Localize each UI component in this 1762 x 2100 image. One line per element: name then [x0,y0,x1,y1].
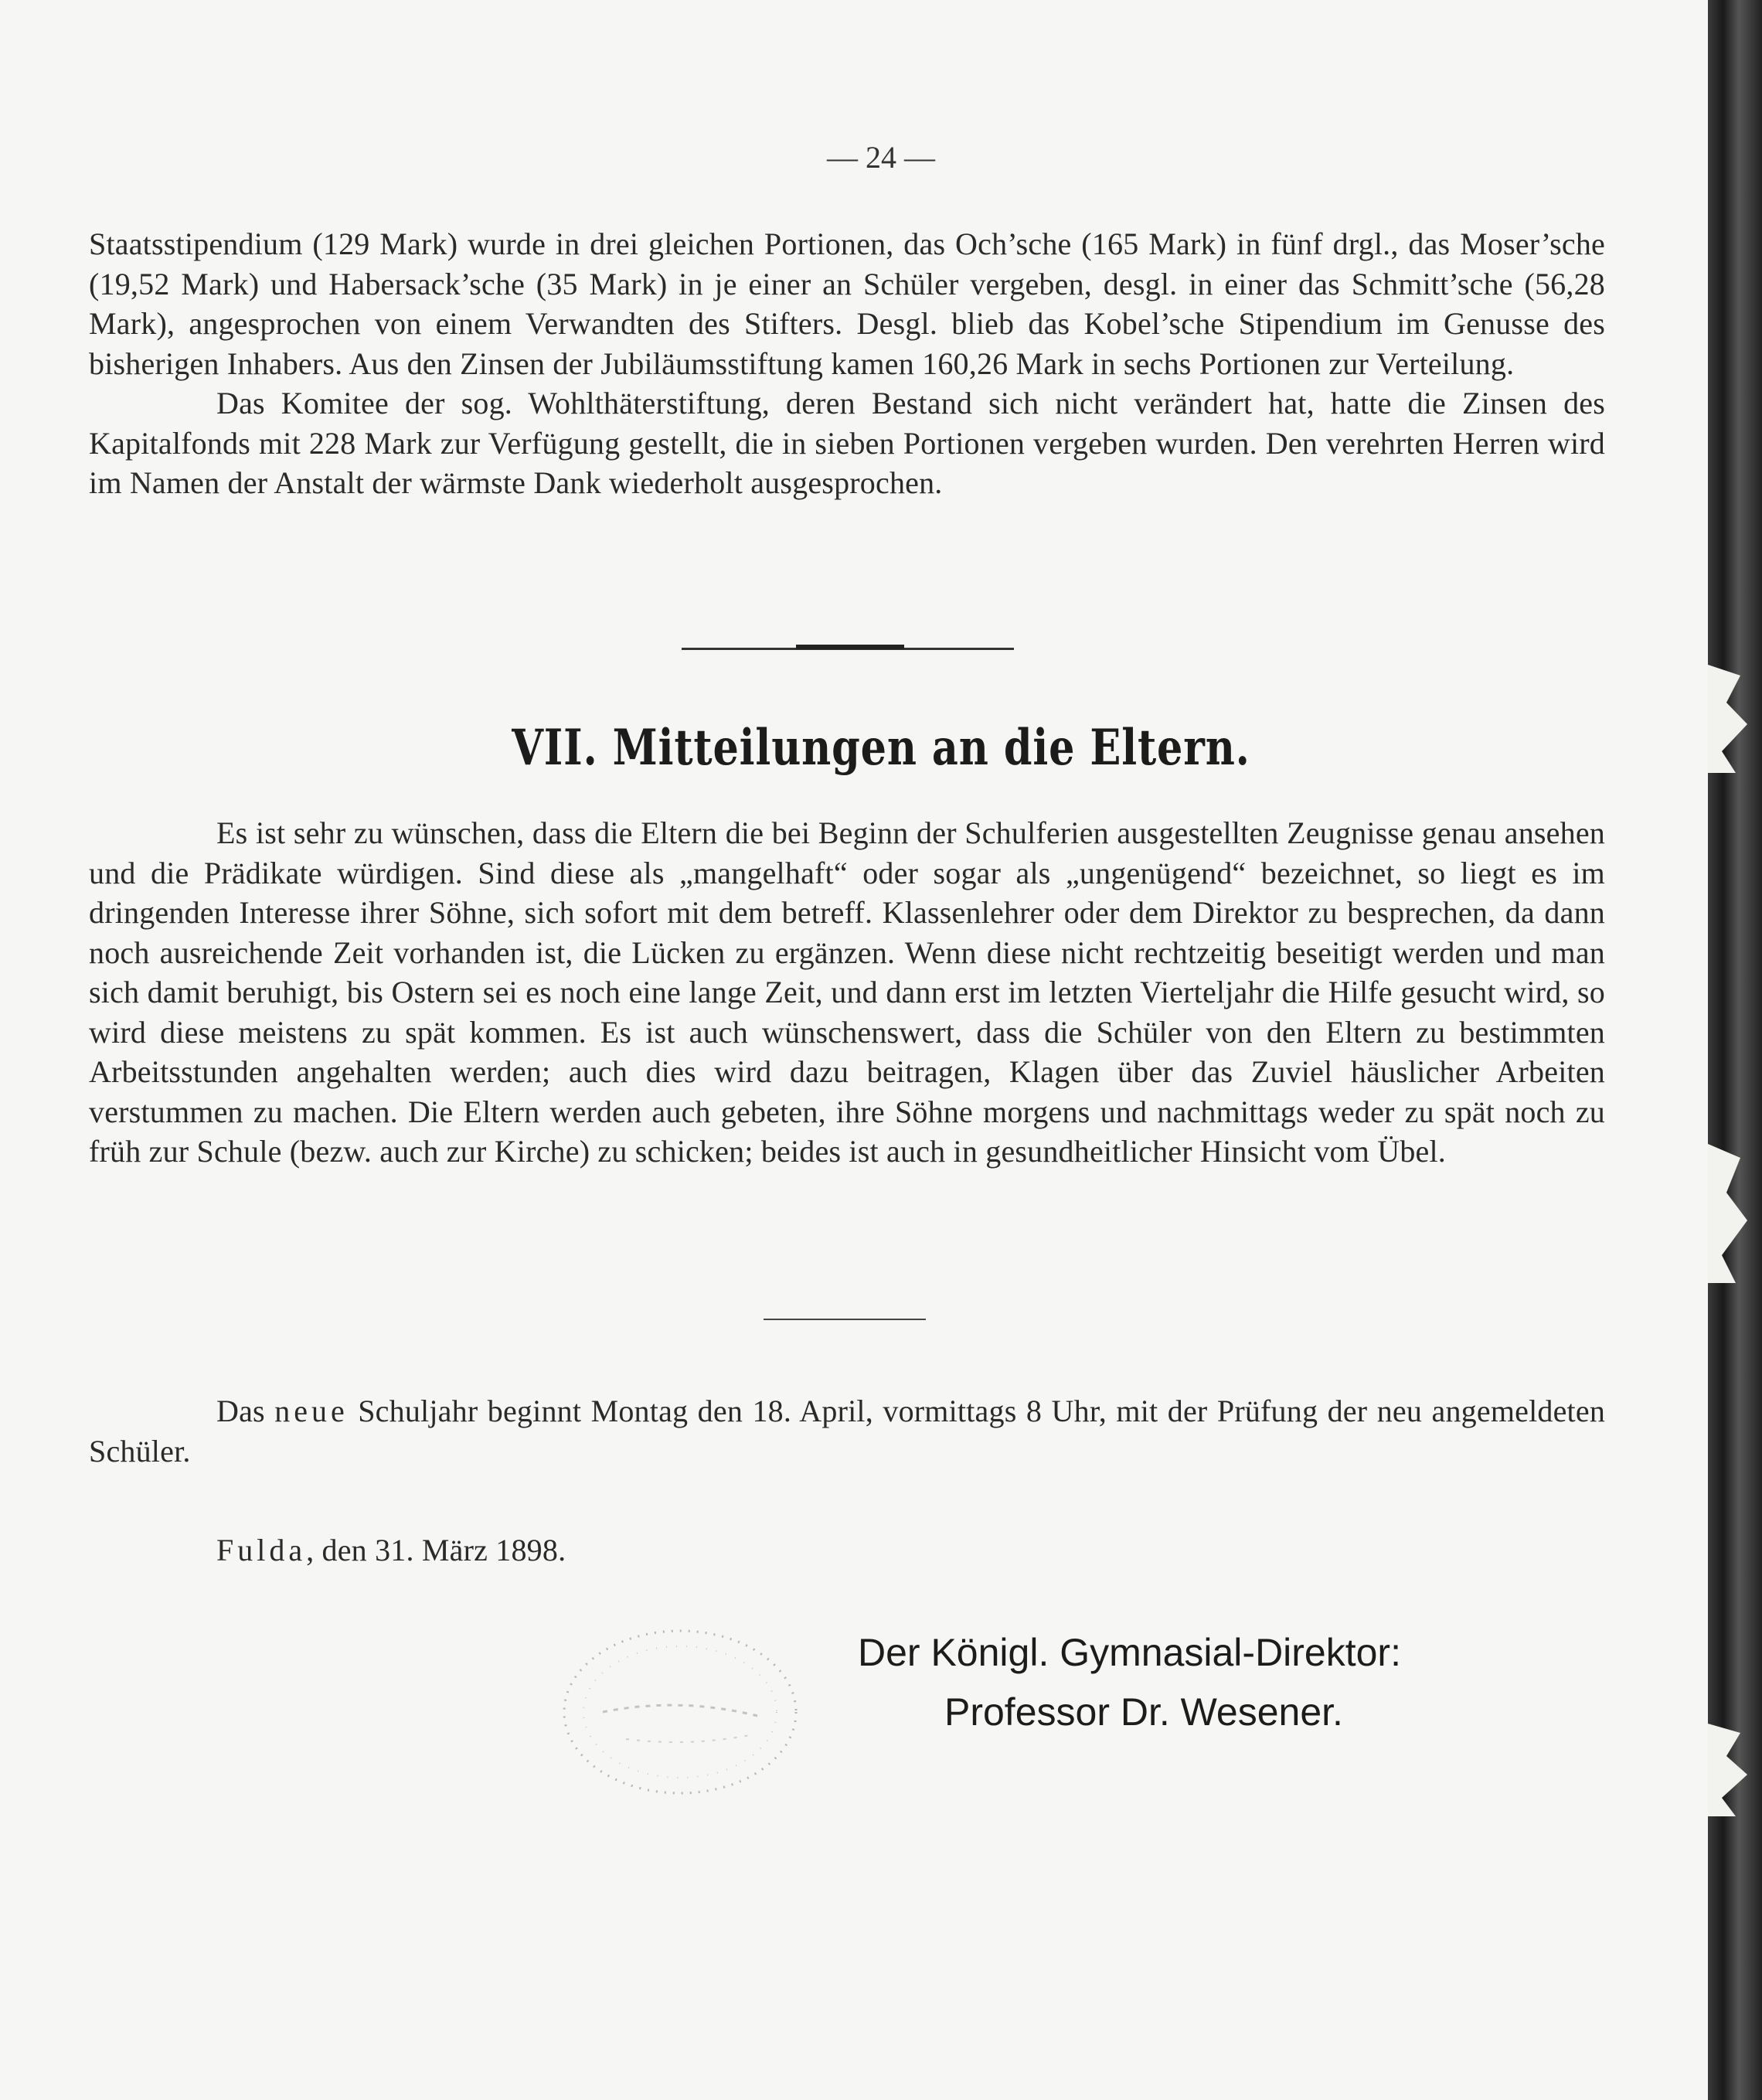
school-year-rest: Schuljahr beginnt Montag den 18. April, vormittags 8 Uhr, mit der Prüfung der neu angemeldeten Schüler. [89,1394,1606,1469]
paragraph-parents: Es ist sehr zu wünschen, dass die Eltern die bei Beginn der Schulferien ausgestellten Zeugnisse genau ansehen und die Prädikate würdigen. Sind diese als „mangelhaft“ oder sogar als „ungenügend“ bezeichnet, so liegt es im dringenden Interesse ihrer Söhne, sich sofort mit dem betreff. Klassenlehrer oder dem Direktor zu besprechen, da dann noch ausreichende Zeit vorhanden ist, die Lücken zu ergänzen. Wenn diese nicht rechtzeitig beseitigt werden und man sich damit beruhigt, bis Ostern sei es noch eine lange Zeit, und dann erst im letzten Vierteljahr die Hilfe gesucht wird, so wird diese meistens zu spät kommen. Es ist auch wünschenswert, dass die Schüler von den Eltern zu bestimmten Arbeitsstunden angehalten werden; auch dies wird dazu beitragen, Klagen über das Zuviel häuslicher Arbeiten verstummen zu machen. Die Eltern werden auch gebeten, ihre Söhne morgens und nachmittags weder zu spät noch zu früh zur Schule (bezw. auch zur Kirche) zu schicken; beides ist auch in gesundheitlicher Hinsicht vom Übel. [89,815,1605,1169]
faded-seal-stamp [526,1604,835,1820]
page-number: — 24 — [827,140,935,175]
dateline [89,1530,1605,1571]
paragraph-wohlthaeterstiftung: Das Komitee der sog. Wohlthäterstiftung, deren Bestand sich nicht verändert hat, hatte die Zinsen des Kapitalfonds mit 228 Mark zur Verfügung gestellt, die in sieben Portionen vergeben wurden. Den verehrten Herren wird im Namen der Anstalt der wärmste Dank wiederholt ausgesprochen. [89,386,1605,500]
dateline-rest: , den 31. März 1898. [306,1533,566,1567]
short-divider [764,1319,926,1320]
dateline-place: Fulda [216,1533,307,1567]
parents-notice [89,813,1605,1172]
paragraph-school-year [89,1391,1605,1471]
page-edge-shadow [1708,0,1762,2100]
page-tear [1708,1724,1754,1816]
signature-name: Professor Dr. Wesener. [944,1690,1343,1734]
school-year-emphasis: neue [274,1394,349,1428]
page-tear [1708,665,1754,773]
school-year-notice [89,1391,1605,1471]
section-divider-accent [796,645,904,649]
paragraph-stipends: Staatsstipendium (129 Mark) wurde in drei gleichen Portionen, das Och’sche (165 Mark) in fünf drgl., das Moser’sche (19,52 Mark) und Habersack’sche (35 Mark) in je einer an Schüler vergeben, desgl. in einer das Schmitt’sche (56,28 Mark), angesprochen von einem Verwandten des Stifters. Desgl. blieb das Kobel’sche Stipendium im Genusse des bisherigen Inhabers. Aus den Zinsen der Jubiläumsstiftung kamen 160,26 Mark in sechs Portionen zur Verteilung. [89,226,1605,381]
signature-title: Der Königl. Gymnasial-Direktor: [858,1631,1401,1674]
school-year-prefix: Das [216,1394,265,1428]
section-heading: VII. Mitteilungen an die Eltern. [512,719,1250,777]
dateline-text [89,1530,1605,1571]
stipend-paragraphs [89,224,1605,503]
page-tear [1708,1144,1754,1283]
